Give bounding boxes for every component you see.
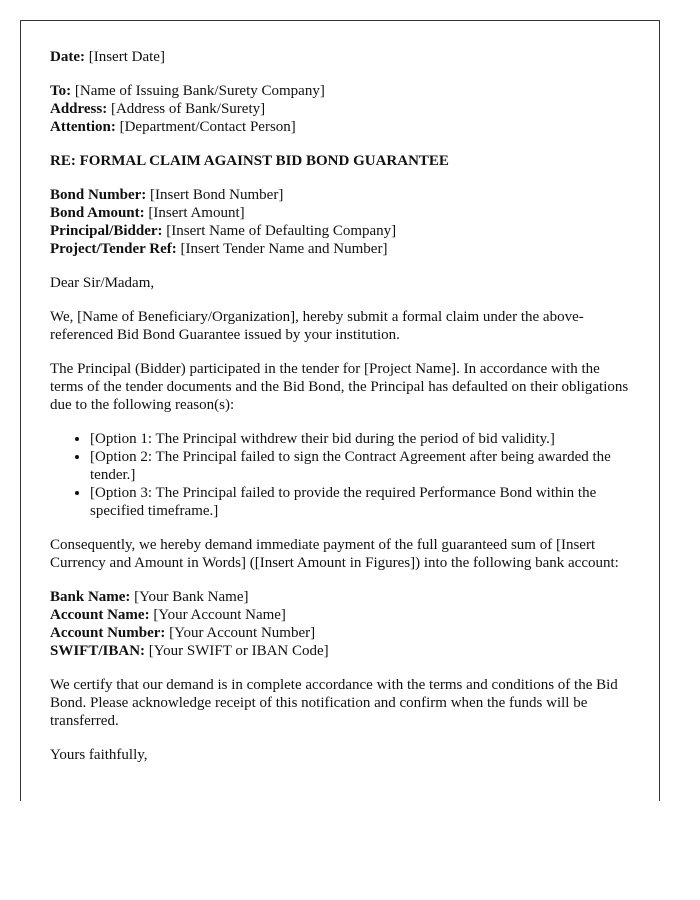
- date-label: Date:: [50, 49, 85, 65]
- swift-iban-label: SWIFT/IBAN:: [50, 643, 146, 659]
- reasons-list: [50, 430, 635, 520]
- recipient-address-value: [Address of Bank/Surety]: [110, 101, 266, 117]
- recipient-address: [50, 100, 635, 118]
- account-name-label: Account Name:: [50, 607, 150, 623]
- account-name: [50, 606, 635, 624]
- recipient-block: [50, 82, 635, 136]
- letter-page: [20, 20, 660, 801]
- swift-iban: [50, 642, 635, 660]
- tender-ref: [50, 240, 635, 258]
- recipient-attention: [50, 118, 635, 136]
- recipient-to: [50, 82, 635, 100]
- bond-amount: [50, 204, 635, 222]
- paragraph-default: The Principal (Bidder) participated in the tender for [Project Name]. In accordance with the terms of the tender documents and the Bid Bond, the Principal has defaulted on their obligations due to the following reason(s):: [50, 361, 629, 413]
- bank-details: [50, 588, 635, 660]
- recipient-attention-label: Attention:: [50, 119, 116, 135]
- letter-content: [50, 48, 635, 780]
- reason-item: • [Option 1: The Principal withdrew their bid during the period of bid validity.]: [90, 430, 635, 448]
- subject-line: RE: FORMAL CLAIM AGAINST BID BOND GUARANTEE: [50, 153, 449, 169]
- bond-number-label: Bond Number:: [50, 187, 147, 203]
- paragraph-claim: We, [Name of Beneficiary/Organization], hereby submit a formal claim under the above-referenced Bid Bond Guarantee issued by your institution.: [50, 309, 584, 343]
- reason-item: • [Option 2: The Principal failed to sign the Contract Agreement after being awarded the tender.]: [90, 448, 635, 484]
- recipient-to-value: [Name of Issuing Bank/Surety Company]: [74, 83, 325, 99]
- bank-name-label: Bank Name:: [50, 589, 131, 605]
- bank-name: [50, 588, 635, 606]
- bond-details: [50, 186, 635, 258]
- account-number: [50, 624, 635, 642]
- bond-amount-label: Bond Amount:: [50, 205, 145, 221]
- tender-ref-value: [Insert Tender Name and Number]: [180, 241, 388, 257]
- principal-bidder-label: Principal/Bidder:: [50, 223, 163, 239]
- principal-bidder-value: [Insert Name of Defaulting Company]: [166, 223, 397, 239]
- tender-ref-label: Project/Tender Ref:: [50, 241, 177, 257]
- paragraph-demand: Consequently, we hereby demand immediate payment of the full guaranteed sum of [Insert Currency and Amount in Words] ([Insert Amount in Figures]) into the following bank account:: [50, 537, 619, 571]
- account-number-label: Account Number:: [50, 625, 166, 641]
- bond-number-value: [Insert Bond Number]: [150, 187, 284, 203]
- paragraph-certify: We certify that our demand is in complete accordance with the terms and conditions of the Bid Bond. Please acknowledge receipt of this notification and confirm when the funds will be transferred.: [50, 677, 618, 729]
- bond-amount-value: [Insert Amount]: [148, 205, 245, 221]
- principal-bidder: [50, 222, 635, 240]
- bank-name-value: [Your Bank Name]: [134, 589, 249, 605]
- swift-iban-value: [Your SWIFT or IBAN Code]: [148, 643, 329, 659]
- recipient-address-label: Address:: [50, 101, 108, 117]
- salutation: Dear Sir/Madam,: [50, 275, 155, 291]
- recipient-to-label: To:: [50, 83, 72, 99]
- account-number-value: [Your Account Number]: [169, 625, 316, 641]
- date-line: [50, 48, 635, 66]
- bond-number: [50, 186, 635, 204]
- recipient-attention-value: [Department/Contact Person]: [119, 119, 296, 135]
- closing: Yours faithfully,: [50, 747, 148, 763]
- account-name-value: [Your Account Name]: [153, 607, 286, 623]
- date-value: [Insert Date]: [88, 49, 165, 65]
- reason-item: • [Option 3: The Principal failed to provide the required Performance Bond within the specified timeframe.]: [90, 484, 635, 520]
